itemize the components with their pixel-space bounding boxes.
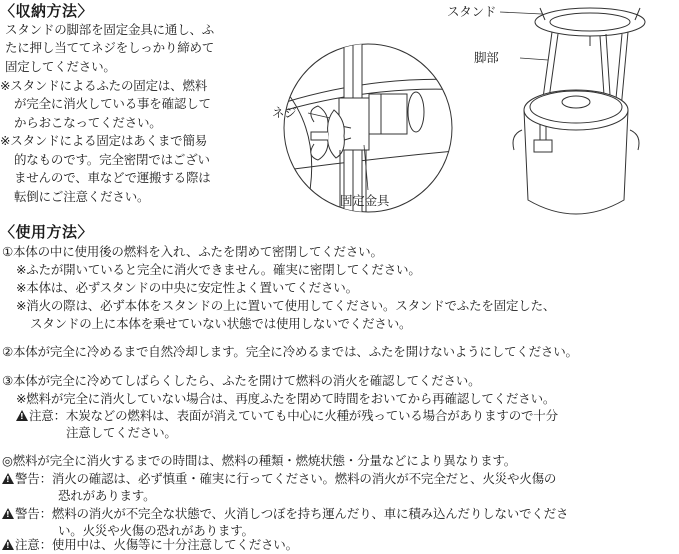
pot-with-stand-illustration [500, 0, 679, 232]
storage-line: スタンドの脚部を固定金具に通し、ふ [5, 22, 215, 37]
usage-heading: 〈使用方法〉 [0, 223, 94, 241]
storage-note: ※スタンドによる固定はあくまで簡易 [0, 133, 208, 148]
screw-label: ネジ [272, 105, 297, 120]
warning-text: 警告：消火の確認は、必ず慎重・確実に行ってください。燃料の消火が不完全だと、火災や火傷の [15, 471, 557, 486]
usage-step-2: ②本体が完全に冷めるまで自然冷却します。完全に冷めるまでは、ふたを開けないようにしてください。 [2, 344, 578, 359]
warning-icon [2, 508, 14, 519]
caution-row [16, 407, 558, 425]
caution-row [2, 536, 298, 554]
storage-line: からおこなってください。 [14, 115, 162, 130]
legs-label: 脚部 [474, 50, 499, 65]
usage-note: ※ふたが開いていると完全に消火できません。確実に密閉してください。 [16, 262, 421, 277]
storage-line: ませんので、車などで運搬する際は [14, 170, 211, 185]
caution-icon [2, 539, 14, 550]
usage-step-1: ①本体の中に使用後の燃料を入れ、ふたを閉めて密閉してください。 [2, 244, 383, 259]
usage-step-3: ③本体が完全に冷めてしばらくしたら、ふたを開けて燃料の消火を確認してください。 [2, 373, 481, 388]
storage-line: たに押し当ててネジをしっかり締めて [5, 40, 215, 55]
storage-line: 転倒にご注意ください。 [14, 189, 150, 204]
storage-line: が完全に消火している事を確認して [14, 96, 211, 111]
caution-text: 注意：木炭などの燃料は、表面が消えていても中心に火種が残っている場合がありますので十分 [29, 408, 558, 423]
caution-text-cont: 注意してください。 [66, 425, 177, 440]
storage-heading: 〈収納方法〉 [0, 2, 94, 20]
usage-note: ※消火の際は、必ず本体をスタンドの上に置いて使用してください。スタンドでふたを固定した、 [16, 298, 556, 313]
usage-note: ※燃料が完全に消火していない場合は、再度ふたを閉めて時間をおいてから再確認してください。 [16, 391, 556, 406]
warning-text-cont: い。火災や火傷の恐れがあります。 [58, 523, 254, 538]
storage-line: 固定してください。 [5, 59, 116, 74]
bracket-label: 固定金具 [340, 193, 390, 208]
warning-row [2, 505, 568, 523]
warning-text-cont: 恐れがあります。 [58, 488, 156, 503]
usage-note: ※本体は、必ずスタンドの中央に安定性よく置いてください。 [16, 280, 358, 295]
storage-line: 的なものです。完全密閉ではござい [14, 152, 210, 167]
stand-label: スタンド [447, 4, 497, 19]
usage-note-cont: スタンドの上に本体を乗せていない状態では使用しないでください。 [30, 316, 412, 331]
warning-row [2, 470, 556, 488]
storage-note: ※スタンドによるふたの固定は、燃料 [0, 78, 208, 93]
warning-text: 警告：燃料の消火が不完全な状態で、火消しつぼを持ち運んだり、車に積み込んだりしないでくださ [15, 506, 569, 521]
warning-icon [2, 473, 14, 484]
usage-info: ◎燃料が完全に消火するまでの時間は、燃料の種類・燃焼状態・分量などにより異なります。 [2, 453, 517, 468]
caution-icon [16, 410, 28, 421]
caution-text: 注意：使用中は、火傷等に十分注意してください。 [15, 537, 298, 552]
